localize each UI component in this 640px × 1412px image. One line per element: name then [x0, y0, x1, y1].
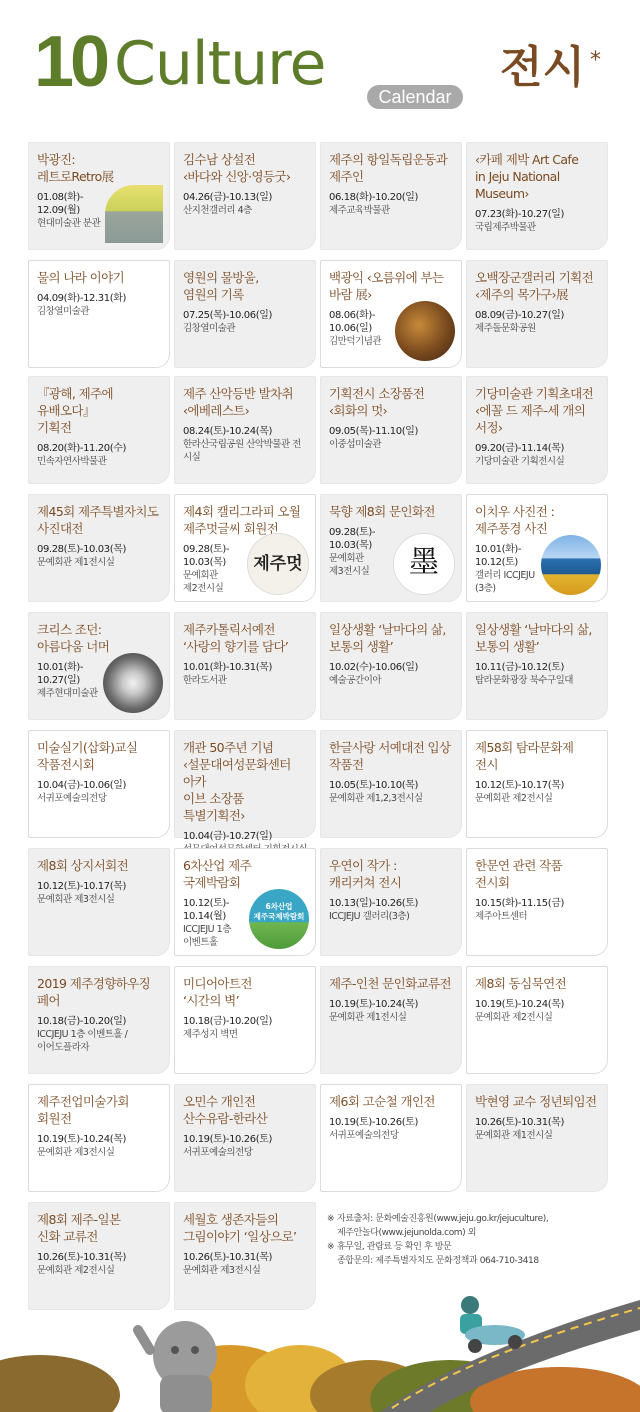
event-card: [28, 730, 170, 838]
event-venue: 문예회관 제2전시실: [183, 570, 224, 594]
event-title: 『광해, 제주에 유배오다』 기획전: [37, 386, 114, 435]
visit-note: [327, 1240, 627, 1254]
event-date: 07.25(목)-10.06(일): [183, 310, 272, 321]
event-card: [174, 730, 316, 842]
event-date: 10.19(토)-10.26(토): [183, 1134, 272, 1145]
ink-text: 墨: [409, 545, 439, 580]
event-card: [320, 966, 462, 1074]
event-date: 10.12(토)-10.17(목): [475, 780, 564, 791]
event-title: 일상생활 ‘날마다의 삶, 보통의 생활’: [475, 622, 592, 654]
event-title: 박광진: 레트로Retro展: [37, 152, 114, 184]
event-title: 제6회 고순철 개인전: [329, 1094, 435, 1109]
event-card: [466, 142, 608, 250]
event-title: 제45회 제주특별자치도 사진대전: [37, 504, 159, 536]
event-title: 제주카톨릭서예전 ‘사랑의 향기를 담다’: [183, 622, 289, 654]
event-venue: 국립제주박물관: [475, 222, 536, 233]
event-venue: 갤러리 ICCJEJU (3층): [475, 570, 535, 594]
event-date: 10.01(화)- 10.27(일): [37, 662, 84, 686]
event-card: [320, 494, 462, 602]
calendar-badge: Calendar: [367, 85, 463, 109]
event-title: 제4회 캘리그라피 오월 제주멋글씨 회원전: [183, 504, 301, 536]
oreum-painting-thumbnail: [395, 301, 455, 361]
event-title: 우연이 작가 : 캐리커쳐 전시: [329, 858, 402, 890]
expo-poster-text: 6차산업 제주국제박람회: [253, 902, 305, 921]
calligraphy-text: 제주멋: [253, 554, 303, 574]
note-mark: ※: [327, 1242, 335, 1252]
event-date: 10.04(금)-10.06(일): [37, 780, 126, 791]
event-venue: 문예회관 제3전시실: [329, 553, 370, 577]
event-date: 09.28(토)- 10.03(목): [183, 544, 230, 568]
event-card: [174, 494, 316, 602]
note-mark: ※: [327, 1214, 335, 1224]
event-title: 6차산업 제주 국제박람회: [183, 858, 252, 890]
event-venue: ICCJEJU 1층 이벤트홀 / 이어도플라자: [37, 1029, 128, 1053]
event-date: 10.26(토)-10.31(목): [37, 1252, 126, 1263]
event-card: [174, 376, 316, 484]
event-card: [466, 376, 608, 484]
event-date: 01.08(화)- 12.09(월): [37, 192, 84, 216]
event-title: 제주-인천 문인화교류전: [329, 976, 452, 991]
event-date: 10.12(토)-10.17(목): [37, 881, 126, 892]
event-venue: 탐라문화광장 북수구일대: [475, 675, 573, 686]
event-title: 제주 산악등반 발차취 ‹에베레스트›: [183, 386, 294, 418]
event-card: [174, 966, 316, 1074]
event-title: 미디어아트전 ‘시간의 벽’: [183, 976, 252, 1008]
event-card: [320, 376, 462, 484]
event-date: 10.04(금)-10.27(일): [183, 831, 272, 842]
event-card: [28, 848, 170, 956]
event-venue: 문예회관 제1,2,3전시실: [329, 793, 423, 804]
event-date: 09.20(금)-11.14(목): [475, 443, 564, 454]
event-venue: 이중섭미술관: [329, 439, 382, 450]
event-venue: 김만덕기념관: [329, 336, 382, 347]
chris-jordan-photo-thumbnail: [103, 653, 163, 713]
event-title: 제주전업미술가회 회원전: [37, 1094, 129, 1126]
event-card: [174, 142, 316, 250]
event-title: 제8회 동심묵연전: [475, 976, 567, 991]
event-title: 일상생활 ‘날마다의 삶, 보통의 생활’: [329, 622, 446, 654]
event-venue: 민속자연사박물관: [37, 456, 107, 467]
event-date: 10.11(금)-10.12(토): [475, 662, 564, 673]
event-card: [320, 612, 462, 720]
event-card: [174, 260, 316, 368]
event-venue: 기당미술관 기획전시실: [475, 456, 565, 467]
event-date: 10.02(수)-10.06(일): [329, 662, 418, 673]
event-title: 제8회 상지서회전: [37, 858, 129, 873]
event-date: 08.09(금)-10.27(일): [475, 310, 564, 321]
event-title: 오백장군갤러리 기획전 ‹제주의 목가구›展: [475, 270, 594, 302]
event-card: [320, 260, 462, 368]
event-card: [466, 730, 608, 838]
event-title: 개관 50주년 기념 ‹설문대여성문화센터 아카 이브 소장품 특별기획전›: [183, 740, 291, 823]
event-card: [28, 260, 170, 368]
event-date: 10.19(토)-10.24(목): [329, 999, 418, 1010]
event-date: 09.05(목)-11.10(일): [329, 426, 418, 437]
event-venue: ICCJEJU 갤러리(3층): [329, 911, 410, 922]
event-venue: 제주현대미술관: [37, 688, 98, 699]
event-date: 10.12(토)- 10.14(월): [183, 898, 230, 922]
event-title: 기획전시 소장품전 ‹회화의 멋›: [329, 386, 425, 418]
event-title: ‹카페 제박 Art Cafe in Jeju National Museum›: [475, 152, 579, 201]
event-title: 제8회 제주-일본 신화 교류전: [37, 1212, 121, 1244]
event-card: [466, 848, 608, 956]
stone-grandfather-icon: [138, 1321, 217, 1412]
event-title: 2019 제주경향하우징 페어: [37, 976, 151, 1008]
event-title: 박현영 교수 정년퇴임전: [475, 1094, 597, 1109]
event-card: [320, 848, 462, 956]
event-venue: 제주아트센터: [475, 911, 528, 922]
event-date: 04.09(화)-12.31(화): [37, 293, 126, 304]
ink-painting-thumbnail: [393, 533, 455, 595]
event-venue: 제주성지 벽면: [183, 1029, 238, 1040]
event-venue: 서귀포예술의전당: [183, 1147, 253, 1158]
event-title: 세월호 생존자들의 그림이야기 ‘일상으로’: [183, 1212, 297, 1244]
event-venue: 제주돌문화공원: [475, 323, 536, 334]
event-venue: 현대미술관 분관: [37, 218, 101, 229]
event-venue: 문예회관 제2전시실: [475, 1012, 553, 1023]
event-title: 한문연 관련 작품 전시회: [475, 858, 563, 890]
event-date: 10.18(금)-10.20(일): [37, 1016, 126, 1027]
event-title: 백광익 ‹오름위에 부는 바람 展›: [329, 270, 444, 302]
event-card: [466, 966, 608, 1074]
event-card: [320, 1084, 462, 1192]
event-title: 제주의 항일독립운동과 제주인: [329, 152, 448, 184]
event-date: 10.18(금)-10.20(일): [183, 1016, 272, 1027]
event-date: 07.23(화)-10.27(일): [475, 209, 564, 220]
event-card: [466, 612, 608, 720]
event-title: 기당미술관 기획초대전 ‹에꼴 드 제주-세 개의 서정›: [475, 386, 594, 435]
event-venue: 제주교육박물관: [329, 205, 390, 216]
event-date: 08.24(토)-10.24(목): [183, 426, 272, 437]
event-title: 묵향 제8회 문인화전: [329, 504, 435, 519]
event-date: 09.28(토)-10.03(목): [37, 544, 126, 555]
event-venue: 문예회관 제1전시실: [329, 1012, 407, 1023]
event-date: 10.19(토)-10.24(목): [475, 999, 564, 1010]
event-venue: ICCJEJU 1층 이벤트홀: [183, 924, 231, 948]
event-date: 08.20(화)-11.20(수): [37, 443, 126, 454]
event-date: 10.15(화)-11.15(금): [475, 898, 564, 909]
event-venue: 한라도서관: [183, 675, 227, 686]
notes: [327, 1212, 627, 1268]
event-card: [28, 376, 170, 484]
source-note: [327, 1212, 627, 1226]
autumn-hills-illustration: [0, 1300, 640, 1412]
event-date: 10.13(일)-10.26(토): [329, 898, 418, 909]
event-venue: 문예회관 제3전시실: [37, 1147, 115, 1158]
event-card: [28, 494, 170, 602]
scooter-rider-icon: [460, 1296, 525, 1353]
jeju-landscape-thumbnail: [541, 535, 601, 595]
event-date: 09.28(토)- 10.03(목): [329, 527, 376, 551]
event-venue: 예술공간이아: [329, 675, 382, 686]
footer-illustration: [0, 1290, 640, 1412]
event-date: 10.26(토)-10.31(목): [183, 1252, 272, 1263]
event-date: 10.19(토)-10.24(목): [37, 1134, 126, 1145]
event-date: 10.26(토)-10.31(목): [475, 1117, 564, 1128]
event-title: 영원의 물방울, 염원의 기록: [183, 270, 259, 302]
event-venue: 문예회관 제3전시실: [37, 894, 115, 905]
event-title: 이치우 사진전 : 제주풍경 사진: [475, 504, 555, 536]
expo-poster-thumbnail: [249, 889, 309, 949]
event-card: [466, 1084, 608, 1192]
event-date: 10.01(화)- 10.12(토): [475, 544, 522, 568]
category-title: 전시: [500, 42, 586, 93]
event-venue: 김창열미술관: [183, 323, 236, 334]
visit-text: 휴무일, 관람료 등 확인 후 방문: [337, 1242, 452, 1252]
event-venue: 문예회관 제2전시실: [37, 1265, 115, 1276]
culture-title: Culture: [114, 29, 326, 99]
event-card: [28, 1084, 170, 1192]
event-card: [174, 848, 316, 956]
event-card: [320, 730, 462, 838]
event-venue: 서귀포예술의전당: [329, 1130, 399, 1141]
contact-text: 종합문의: 제주특별자치도 문화정책과 064-710-3418: [337, 1256, 539, 1266]
event-title: 미술실기(삽화)교실 작품전시회: [37, 740, 138, 772]
event-venue: 김창열미술관: [37, 306, 90, 317]
event-venue: 문예회관 제1전시실: [37, 557, 115, 568]
event-venue: 문예회관 제1전시실: [475, 1130, 553, 1141]
event-card: [28, 142, 170, 250]
event-title: 제58회 탐라문화제 전시: [475, 740, 574, 772]
source-text: 자료출처: 문화예술진흥원(www.jeju.go.kr/jejuculture),: [337, 1214, 549, 1224]
event-venue: 산지천갤러리 4층: [183, 205, 252, 216]
retro-painting-thumbnail: [105, 185, 163, 243]
event-date: 10.01(화)-10.31(목): [183, 662, 272, 673]
event-date: 04.26(금)-10.13(일): [183, 192, 272, 203]
event-date: 08.06(화)- 10.06(일): [329, 310, 376, 334]
event-venue: 한라산국립공원 산악박물관 전시실: [183, 439, 301, 463]
event-title: 오민수 개인전 산수유람-한라산: [183, 1094, 268, 1126]
event-title: 한글사랑 서예대전 입상 작품전: [329, 740, 451, 772]
event-card: [174, 612, 316, 720]
issue-number: 10: [34, 22, 107, 102]
event-title: 김수남 상설전 ‹바다와 신앙·영등굿›: [183, 152, 291, 184]
event-card: [320, 142, 462, 250]
event-date: 10.19(토)-10.26(토): [329, 1117, 418, 1128]
event-date: 06.18(화)-10.20(일): [329, 192, 418, 203]
source-continued: 제주안놀다(www.jejunolda.com) 외: [337, 1228, 477, 1238]
event-card: [174, 1084, 316, 1192]
event-card: [466, 260, 608, 368]
event-title: 물의 나라 이야기: [37, 270, 125, 285]
event-venue: 문예회관 제2전시실: [475, 793, 553, 804]
category-mark: *: [590, 48, 601, 73]
event-title: 크리스 조던: 아름다움 너머: [37, 622, 110, 654]
event-card: [28, 612, 170, 720]
calligraphy-thumbnail: [247, 533, 309, 595]
event-venue: 서귀포예술의전당: [37, 793, 107, 804]
event-venue: 문예회관 제3전시실: [183, 1265, 261, 1276]
event-date: 10.05(토)-10.10(목): [329, 780, 418, 791]
event-card: [28, 966, 170, 1074]
event-card: [466, 494, 608, 602]
